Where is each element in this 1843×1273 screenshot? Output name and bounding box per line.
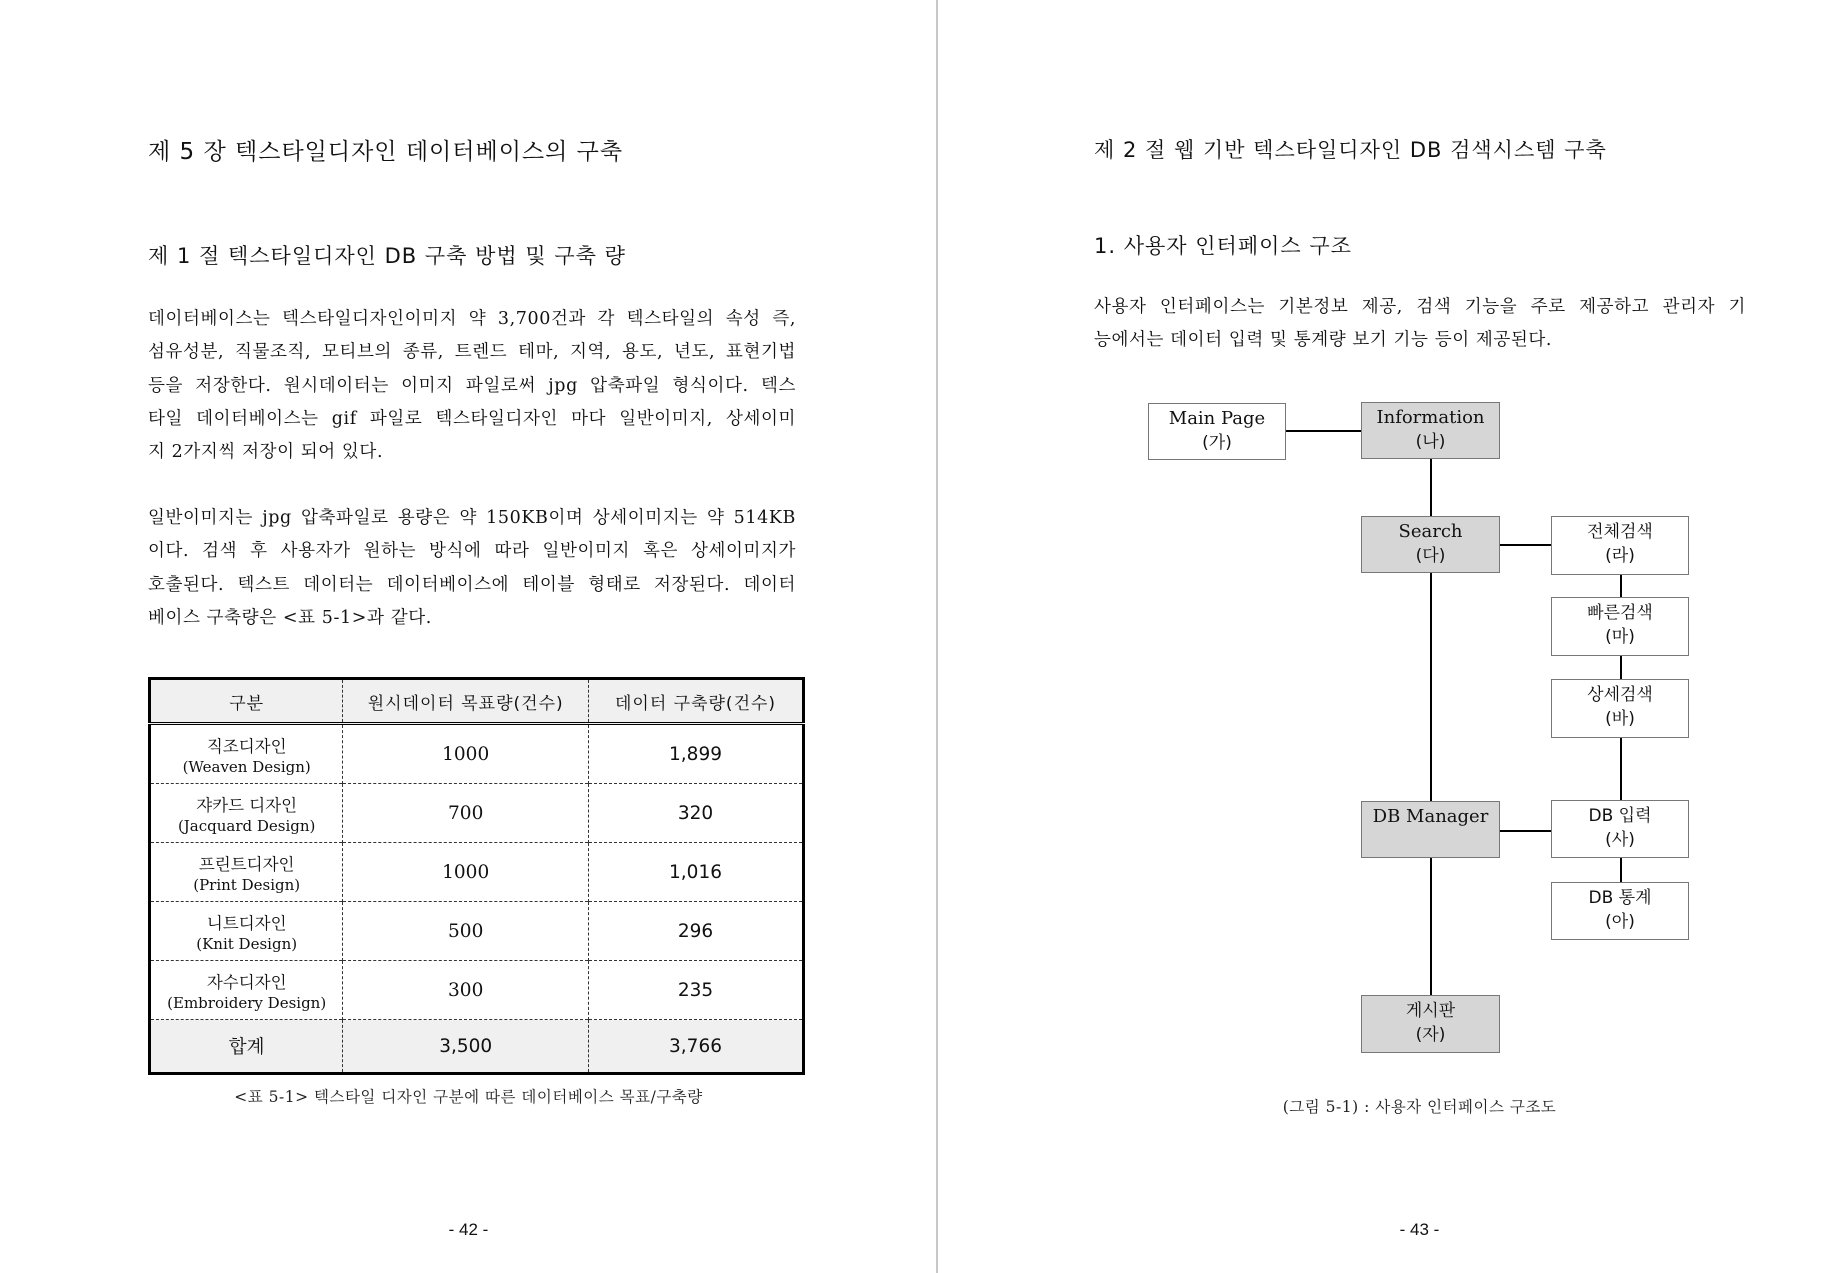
table-row [150, 902, 804, 961]
subsection-title: 1. 사용자 인터페이스 구조 [1094, 234, 1352, 258]
paragraph-line: 섬유성분, 직물조직, 모티브의 종류, 트렌드 테마, 지역, 용도, 년도, 표현기법 [148, 342, 796, 363]
node-label: 상세검색 [1587, 685, 1653, 705]
node-tag: (마) [1605, 627, 1635, 647]
name-en: (Knit Design) [196, 934, 298, 953]
node-label: Search [1398, 521, 1463, 542]
page-43 [938, 0, 1843, 1273]
node-tag: (아) [1605, 912, 1635, 932]
node-tag: (나) [1415, 432, 1446, 452]
node-label: 게시판 [1405, 1001, 1456, 1021]
paragraph-line: 베이스 구축량은 <표 5-1>과 같다. [148, 607, 432, 628]
row-built: 1,016 [589, 843, 804, 902]
table-header-row [150, 679, 804, 724]
paragraph-line: 능에서는 데이터 입력 및 통계량 보기 기능 등이 제공된다. [1094, 330, 1553, 351]
name-ko: 프린트디자인 [198, 854, 295, 874]
row-target: 1000 [343, 843, 589, 902]
table-row [150, 784, 804, 843]
row-target: 700 [343, 784, 589, 843]
node-label: 빠른검색 [1587, 603, 1653, 623]
row-built: 1,899 [589, 724, 804, 784]
chapter-title: 제 5 장 텍스타일디자인 데이터베이스의 구축 [148, 139, 624, 165]
connector-dbm-input [1500, 830, 1551, 832]
name-en: (Embroidery Design) [167, 993, 327, 1012]
row-name [150, 724, 343, 784]
connector-input-stats [1620, 858, 1622, 882]
row-built: 235 [589, 961, 804, 1020]
row-target: 500 [343, 902, 589, 961]
node-information [1361, 402, 1500, 459]
row-built: 296 [589, 902, 804, 961]
table-row [150, 843, 804, 902]
node-tag: (다) [1415, 546, 1446, 566]
table-row [150, 724, 804, 784]
node-quick-search [1551, 597, 1689, 656]
node-db-input [1551, 800, 1689, 858]
node-tag: (가) [1202, 433, 1232, 453]
figure-caption: (그림 5-1) : 사용자 인터페이스 구조도 [1282, 1098, 1557, 1116]
node-tag: (바) [1605, 709, 1635, 729]
row-name [150, 784, 343, 843]
node-tag: (라) [1605, 546, 1635, 566]
node-detail-search [1551, 679, 1689, 738]
node-full-search [1551, 516, 1689, 575]
paragraph-line: 지 2가지씩 저장이 되어 있다. [148, 442, 384, 463]
table-caption: <표 5-1> 텍스타일 디자인 구분에 따른 데이터베이스 목표/구축량 [234, 1088, 703, 1106]
name-en: (Print Design) [193, 875, 301, 894]
total-target: 3,500 [343, 1020, 589, 1074]
node-label: Information [1376, 407, 1485, 428]
row-name [150, 961, 343, 1020]
header-target: 원시데이터 목표량(건수) [343, 679, 589, 724]
node-tag: (자) [1415, 1025, 1446, 1045]
table-total-row [150, 1020, 804, 1074]
node-db-stats [1551, 882, 1689, 940]
name-en: (Jacquard Design) [177, 816, 316, 835]
paragraph-1 [148, 303, 796, 469]
row-name [150, 843, 343, 902]
paragraph [1094, 291, 1746, 358]
paragraph-line: 등을 저장한다. 원시데이터는 이미지 파일로써 jpg 압축파일 형식이다. 텍스 [148, 375, 796, 396]
node-main-page [1148, 403, 1286, 460]
page-number: - 43 - [1399, 1220, 1440, 1239]
row-built: 320 [589, 784, 804, 843]
page-number: - 42 - [448, 1220, 489, 1239]
row-target: 300 [343, 961, 589, 1020]
database-volume-table [148, 677, 805, 1075]
connector-main-info [1286, 430, 1361, 432]
paragraph-line: 이다. 검색 후 사용자가 원하는 방식에 따라 일반이미지 혹은 상세이미지가 [148, 541, 796, 562]
node-db-manager [1361, 801, 1500, 858]
paragraph-line: 데이터베이스는 텍스타일디자인이미지 약 3,700건과 각 텍스타일의 속성 즉, [148, 309, 796, 329]
name-ko: 자수디자인 [206, 972, 287, 992]
node-label: DB 입력 [1588, 806, 1652, 826]
node-tag: (사) [1605, 830, 1635, 850]
connector-dbm-board [1430, 858, 1432, 995]
table-row [150, 961, 804, 1020]
connector-detail-input [1620, 738, 1622, 800]
node-label: DB Manager [1372, 806, 1489, 827]
paragraph-line: 사용자 인터페이스는 기본정보 제공, 검색 기능을 주로 제공하고 관리자 기 [1094, 297, 1746, 317]
node-label: 전체검색 [1587, 522, 1653, 542]
name-ko: 니트디자인 [206, 913, 287, 933]
total-label: 합계 [150, 1020, 343, 1074]
paragraph-line: 타일 데이터베이스는 gif 파일로 텍스타일디자인 마다 일반이미지, 상세이미 [148, 408, 796, 429]
connector-search-full [1500, 544, 1551, 546]
node-board [1361, 995, 1500, 1053]
node-label: DB 통계 [1588, 888, 1652, 908]
connector-info-search [1430, 459, 1432, 516]
name-ko: 직조디자인 [206, 736, 287, 756]
node-label: Main Page [1168, 408, 1266, 429]
connector-full-quick [1620, 575, 1622, 597]
row-name [150, 902, 343, 961]
total-built: 3,766 [589, 1020, 804, 1074]
header-built: 데이터 구축량(건수) [589, 679, 804, 724]
paragraph-2 [148, 502, 796, 635]
name-en: (Weaven Design) [182, 757, 311, 776]
connector-quick-detail [1620, 656, 1622, 679]
header-category: 구분 [150, 679, 343, 724]
connector-search-dbm [1430, 573, 1432, 801]
paragraph-line: 호출된다. 텍스트 데이터는 데이터베이스에 테이블 형태로 저장된다. 데이터 [148, 574, 796, 595]
paragraph-line: 일반이미지는 jpg 압축파일로 용량은 약 150KB이며 상세이미지는 약 514KB [148, 508, 796, 528]
row-target: 1000 [343, 724, 589, 784]
node-search [1361, 516, 1500, 573]
name-ko: 쟈카드 디자인 [196, 795, 298, 815]
section-title: 제 2 절 웹 기반 텍스타일디자인 DB 검색시스템 구축 [1094, 138, 1607, 162]
section-title: 제 1 절 텍스타일디자인 DB 구축 방법 및 구축 량 [148, 244, 626, 268]
